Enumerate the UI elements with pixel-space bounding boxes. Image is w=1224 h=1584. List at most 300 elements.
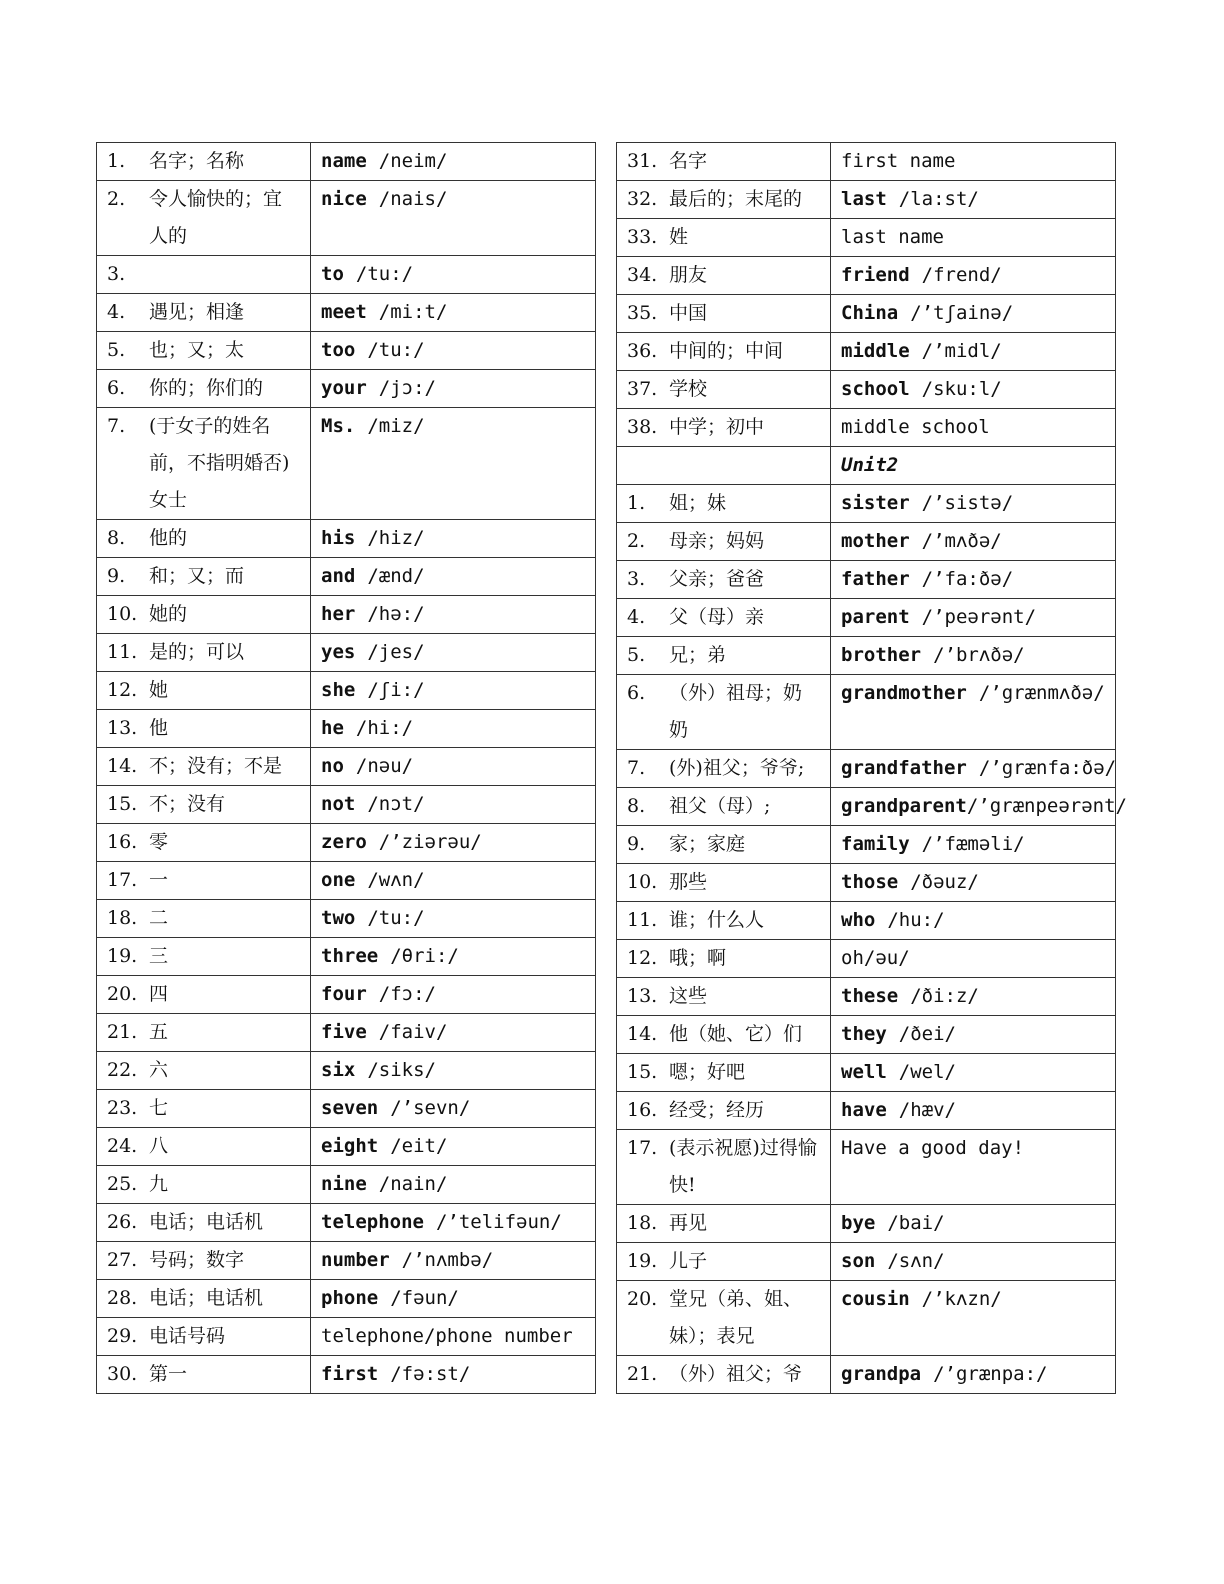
english-word-cell [311, 1242, 596, 1280]
chinese-meaning: 嗯；好吧 [669, 1061, 746, 1083]
english-word-cell [311, 1014, 596, 1052]
entry-number: 12. [107, 679, 138, 701]
chinese-meaning: 那些 [669, 871, 708, 893]
english-word: no [321, 755, 344, 777]
entry-number: 22. [107, 1059, 138, 1081]
vocab-row [97, 558, 596, 596]
chinese-meaning-cell [617, 788, 831, 826]
english-word: last [841, 188, 887, 210]
entry-number: 5. [627, 644, 646, 666]
chinese-meaning-cell [97, 900, 311, 938]
vocab-row [617, 371, 1116, 409]
vocab-row [97, 938, 596, 976]
phonetic: /’tʃainə/ [910, 302, 1014, 324]
entry-number: 26. [107, 1211, 138, 1233]
phonetic: /fɔ:/ [378, 983, 436, 1005]
phonetic: /nain/ [378, 1173, 448, 1195]
chinese-meaning-cell [617, 1243, 831, 1281]
entry-number: 2. [107, 188, 126, 210]
phonetic: /’sevn/ [390, 1097, 471, 1119]
english-word-cell [831, 599, 1116, 637]
chinese-meaning-cell [617, 940, 831, 978]
chinese-meaning: 哦；啊 [669, 947, 727, 969]
chinese-meaning-cell [97, 1280, 311, 1318]
entry-number: 17. [107, 869, 138, 891]
chinese-meaning-cell [617, 826, 831, 864]
entry-number: 18. [107, 907, 138, 929]
chinese-meaning-cell [97, 294, 311, 332]
chinese-meaning: 遇见；相逢 [149, 301, 245, 323]
english-word: grandmother [841, 682, 967, 704]
entry-number: 7. [107, 415, 126, 437]
chinese-meaning: 父（母）亲 [669, 606, 765, 628]
phonetic: /’grænmʌðə/ [978, 682, 1105, 704]
entry-number: 9. [627, 833, 646, 855]
chinese-meaning: 不；没有；不是 [149, 755, 283, 777]
chinese-meaning-cell [617, 409, 831, 447]
english-word: five [321, 1021, 367, 1043]
phonetic: /’kʌzn/ [921, 1288, 1002, 1310]
english-word-cell [311, 1318, 596, 1356]
chinese-meaning-cell [617, 1054, 831, 1092]
chinese-meaning-cell [97, 1090, 311, 1128]
phonetic: /tu:/ [355, 263, 414, 285]
vocab-row [97, 1204, 596, 1242]
vocab-row [97, 862, 596, 900]
entry-number: 6. [627, 682, 646, 704]
phonetic: /nəu/ [355, 755, 414, 777]
chinese-meaning-cell [617, 864, 831, 902]
entry-number: 4. [627, 606, 646, 628]
vocab-row [97, 1318, 596, 1356]
chinese-meaning-cell [617, 561, 831, 599]
phonetic: /hæv/ [898, 1099, 956, 1121]
chinese-meaning-cell [97, 976, 311, 1014]
entry-number: 7. [627, 757, 646, 779]
phonetic: /’fa:ðə/ [921, 568, 1014, 590]
vocab-table-left [96, 142, 596, 1394]
chinese-meaning: 祖父（母）; [669, 795, 771, 817]
chinese-meaning: 堂兄（弟、姐、妹）；表兄 [669, 1288, 803, 1347]
chinese-meaning-cell [617, 1205, 831, 1243]
phonetic: /ði:z/ [910, 985, 979, 1007]
english-word: name [321, 150, 367, 172]
entry-number: 17. [627, 1137, 658, 1159]
chinese-meaning: (外)祖父；爷爷; [669, 757, 805, 779]
entry-number: 20. [107, 983, 138, 1005]
chinese-meaning: 家；家庭 [669, 833, 746, 855]
english-word-cell [831, 447, 1116, 485]
chinese-meaning: （外）祖母；奶奶 [669, 682, 803, 741]
english-word: sister [841, 492, 910, 514]
phonetic: /’telifəun/ [435, 1211, 562, 1233]
phonetic: /’nʌmbə/ [401, 1249, 494, 1271]
entry-number: 11. [627, 909, 658, 931]
english-word: telephone [321, 1211, 424, 1233]
english-word: and [321, 565, 356, 587]
phonetic: /fəun/ [390, 1287, 459, 1309]
chinese-meaning-cell [617, 1092, 831, 1130]
english-word-cell [831, 295, 1116, 333]
entry-number: 21. [627, 1363, 658, 1385]
phonetic: /sku:l/ [921, 378, 1002, 400]
chinese-meaning-cell [97, 862, 311, 900]
chinese-meaning-cell [97, 1204, 311, 1242]
phonetic: /fə:st/ [390, 1363, 471, 1385]
vocab-row [97, 332, 596, 370]
entry-number: 20. [627, 1288, 658, 1310]
vocab-row [97, 181, 596, 256]
vocab-row [617, 181, 1116, 219]
english-word-cell [831, 1243, 1116, 1281]
english-word-cell [831, 561, 1116, 599]
entry-number: 3. [107, 263, 126, 285]
chinese-meaning-cell [617, 143, 831, 181]
chinese-meaning-cell [97, 634, 311, 672]
english-word: meet [321, 301, 367, 323]
chinese-meaning-cell [97, 370, 311, 408]
vocab-row [97, 786, 596, 824]
english-word: his [321, 527, 356, 549]
chinese-meaning-cell [617, 599, 831, 637]
chinese-meaning: 电话；电话机 [149, 1287, 264, 1309]
entry-number: 34. [627, 264, 658, 286]
chinese-meaning [149, 256, 300, 293]
english-word: mother [841, 530, 910, 552]
chinese-meaning: 号码；数字 [149, 1249, 245, 1271]
english-word: cousin [841, 1288, 910, 1310]
vocab-row [97, 748, 596, 786]
english-word-cell [311, 520, 596, 558]
phonetic: /’grænpeərənt/ [966, 795, 1127, 817]
chinese-meaning-cell [97, 1356, 311, 1394]
english-word-cell [831, 750, 1116, 788]
vocab-row [97, 1242, 596, 1280]
entry-number: 18. [627, 1212, 658, 1234]
phonetic: /nais/ [378, 188, 448, 210]
english-word: nice [321, 188, 367, 210]
english-phrase: middle school [841, 416, 990, 438]
chinese-meaning: 六 [149, 1059, 169, 1081]
chinese-meaning-cell [617, 181, 831, 219]
entry-number: 8. [107, 527, 126, 549]
chinese-meaning-cell [97, 1242, 311, 1280]
vocab-row [617, 257, 1116, 295]
english-word-cell [311, 143, 596, 181]
english-word-cell [831, 409, 1116, 447]
phonetic: /’grænpa:/ [933, 1363, 1048, 1385]
chinese-meaning: 儿子 [669, 1250, 708, 1272]
chinese-meaning: 不；没有 [149, 793, 226, 815]
chinese-meaning: 九 [149, 1173, 169, 1195]
phonetic: /hə:/ [367, 603, 425, 625]
vocab-row [617, 826, 1116, 864]
vocab-row [617, 788, 1116, 826]
vocab-row [617, 1016, 1116, 1054]
english-word: grandpa [841, 1363, 922, 1385]
entry-number: 13. [627, 985, 658, 1007]
chinese-meaning-cell [617, 257, 831, 295]
vocab-row [617, 1281, 1116, 1356]
chinese-meaning-cell [617, 1130, 831, 1205]
chinese-meaning: (表示祝愿)过得愉快! [669, 1137, 817, 1196]
chinese-meaning: （外）祖父；爷 [669, 1363, 803, 1385]
chinese-meaning-cell [97, 596, 311, 634]
entry-number: 19. [627, 1250, 658, 1272]
english-word: have [841, 1099, 887, 1121]
chinese-meaning-cell [97, 408, 311, 520]
vocab-row [97, 634, 596, 672]
chinese-meaning-cell [617, 902, 831, 940]
chinese-meaning-cell [617, 219, 831, 257]
entry-number: 15. [107, 793, 138, 815]
entry-number: 33. [627, 226, 658, 248]
english-word: father [841, 568, 910, 590]
english-word: those [841, 871, 899, 893]
entry-number: 1. [627, 492, 646, 514]
entry-number: 29. [107, 1325, 138, 1347]
entry-number: 37. [627, 378, 658, 400]
entry-number: 36. [627, 340, 658, 362]
chinese-meaning: 她的 [149, 603, 188, 625]
chinese-meaning-cell [617, 371, 831, 409]
english-word: seven [321, 1097, 379, 1119]
chinese-meaning: 电话号码 [149, 1325, 226, 1347]
english-word-cell [311, 181, 596, 256]
english-word-cell [831, 637, 1116, 675]
chinese-meaning: 四 [149, 983, 169, 1005]
phonetic: /hiz/ [367, 527, 425, 549]
chinese-meaning-cell [97, 143, 311, 181]
english-word-cell [311, 1280, 596, 1318]
entry-number: 11. [107, 641, 138, 663]
english-word: too [321, 339, 356, 361]
entry-number: 16. [107, 831, 138, 853]
entry-number: 9. [107, 565, 126, 587]
english-word-cell [831, 523, 1116, 561]
english-word: friend [841, 264, 910, 286]
phonetic: /’brʌðə/ [933, 644, 1025, 666]
english-word-cell [311, 332, 596, 370]
english-word-cell [311, 748, 596, 786]
entry-number: 8. [627, 795, 646, 817]
chinese-meaning-cell [97, 786, 311, 824]
phonetic: /wʌn/ [367, 869, 425, 891]
english-word: phone [321, 1287, 379, 1309]
phonetic: /nɔt/ [367, 793, 425, 815]
vocab-row [617, 409, 1116, 447]
chinese-meaning-cell [97, 256, 311, 294]
english-word: grandfather [841, 757, 967, 779]
vocab-row [97, 1128, 596, 1166]
vocab-row [617, 485, 1116, 523]
vocab-row [97, 294, 596, 332]
english-word: these [841, 985, 899, 1007]
vocab-row [97, 596, 596, 634]
chinese-meaning: 他的 [149, 527, 188, 549]
english-word: well [841, 1061, 887, 1083]
chinese-meaning: 学校 [669, 378, 708, 400]
vocab-row [617, 1356, 1116, 1394]
vocab-row [617, 902, 1116, 940]
english-word-cell [831, 1016, 1116, 1054]
vocab-row [617, 333, 1116, 371]
chinese-meaning: 二 [149, 907, 169, 929]
chinese-meaning: 七 [149, 1097, 169, 1119]
entry-number: 27. [107, 1249, 138, 1271]
chinese-meaning: 和；又；而 [149, 565, 245, 587]
english-word-cell [311, 786, 596, 824]
chinese-meaning-cell [617, 1356, 831, 1394]
entry-number: 24. [107, 1135, 138, 1157]
phonetic: /frend/ [921, 264, 1002, 286]
english-word-cell [311, 596, 596, 634]
vocab-row [617, 1054, 1116, 1092]
vocab-row [97, 1090, 596, 1128]
english-word: they [841, 1023, 887, 1045]
chinese-meaning: 姐；妹 [669, 492, 727, 514]
entry-number: 23. [107, 1097, 138, 1119]
english-word: one [321, 869, 356, 891]
english-word-cell [311, 1166, 596, 1204]
phonetic: /jes/ [367, 641, 425, 663]
chinese-meaning-cell [97, 938, 311, 976]
chinese-meaning-cell [97, 1014, 311, 1052]
english-word-cell [831, 978, 1116, 1016]
entry-number: 4. [107, 301, 126, 323]
english-word-cell [311, 710, 596, 748]
english-word: she [321, 679, 356, 701]
english-phrase: oh/əu/ [841, 947, 910, 969]
vocab-row [617, 447, 1116, 485]
unit-heading: Unit2 [841, 454, 899, 476]
vocab-row [97, 1356, 596, 1394]
entry-number: 13. [107, 717, 138, 739]
phonetic: /’midl/ [921, 340, 1002, 362]
english-word-cell [831, 333, 1116, 371]
phonetic: /’fæməli/ [921, 833, 1025, 855]
phonetic: /bai/ [887, 1212, 945, 1234]
chinese-meaning-cell [97, 1052, 311, 1090]
english-phrase: Have a good day! [841, 1137, 1025, 1159]
chinese-meaning-cell [97, 332, 311, 370]
chinese-meaning: 中间的；中间 [669, 340, 784, 362]
entry-number: 35. [627, 302, 658, 324]
vocab-row [617, 523, 1116, 561]
chinese-meaning-cell [617, 675, 831, 750]
vocab-row [97, 1014, 596, 1052]
entry-number: 3. [627, 568, 646, 590]
english-word-cell [831, 1281, 1116, 1356]
vocab-row [617, 637, 1116, 675]
english-word-cell [831, 788, 1127, 826]
phonetic: /miz/ [367, 415, 425, 437]
entry-number: 14. [627, 1023, 658, 1045]
chinese-meaning: 他（她、它）们 [669, 1023, 803, 1045]
english-word-cell [311, 408, 596, 520]
vocab-row [617, 599, 1116, 637]
chinese-meaning: 谁；什么人 [669, 909, 765, 931]
english-word-cell [311, 1356, 596, 1394]
entry-number: 31. [627, 150, 658, 172]
chinese-meaning-cell [617, 295, 831, 333]
chinese-meaning: 中学；初中 [669, 416, 765, 438]
chinese-meaning: 零 [149, 831, 169, 853]
english-word: first [321, 1363, 379, 1385]
chinese-meaning: 再见 [669, 1212, 708, 1234]
chinese-meaning: 父亲；爸爸 [669, 568, 765, 590]
english-word-cell [311, 558, 596, 596]
vocab-row [617, 1092, 1116, 1130]
entry-number: 15. [627, 1061, 658, 1083]
entry-number: 5. [107, 339, 126, 361]
chinese-meaning: 八 [149, 1135, 169, 1157]
chinese-meaning: 你的；你们的 [149, 377, 264, 399]
phonetic: /’grænfa:ðə/ [978, 757, 1117, 779]
english-word: number [321, 1249, 390, 1271]
english-word-cell [311, 1052, 596, 1090]
entry-number: 32. [627, 188, 658, 210]
chinese-meaning: 名字 [669, 150, 708, 172]
english-word: your [321, 377, 367, 399]
english-word-cell [831, 143, 1116, 181]
english-word-cell [311, 256, 596, 294]
chinese-meaning: 名字；名称 [149, 150, 245, 172]
english-word-cell [831, 675, 1116, 750]
vocab-row [617, 1130, 1116, 1205]
chinese-meaning: 母亲；妈妈 [669, 530, 765, 552]
chinese-meaning: 他 [149, 717, 169, 739]
english-word-cell [311, 900, 596, 938]
entry-number: 10. [627, 871, 658, 893]
vocab-row [97, 900, 596, 938]
phonetic: /’mʌðə/ [921, 530, 1002, 552]
english-word-cell [831, 219, 1116, 257]
phonetic: /neim/ [378, 150, 448, 172]
english-word-cell [311, 1128, 596, 1166]
english-word-cell [311, 294, 596, 332]
vocab-row [97, 1280, 596, 1318]
chinese-meaning-cell [97, 672, 311, 710]
english-word-cell [831, 1205, 1116, 1243]
entry-number: 30. [107, 1363, 138, 1385]
english-word-cell [311, 1204, 596, 1242]
vocab-row [617, 1243, 1116, 1281]
chinese-meaning-cell [617, 1281, 831, 1356]
phonetic: /ðei/ [898, 1023, 956, 1045]
phonetic: /’sistə/ [921, 492, 1014, 514]
entry-number: 19. [107, 945, 138, 967]
chinese-meaning-cell [97, 520, 311, 558]
english-word: three [321, 945, 379, 967]
entry-number: 6. [107, 377, 126, 399]
entry-number: 14. [107, 755, 138, 777]
english-word-cell [831, 826, 1116, 864]
phonetic: /mi:t/ [378, 301, 448, 323]
phonetic: /la:st/ [898, 188, 979, 210]
phonetic: /jɔ:/ [378, 377, 436, 399]
chinese-meaning-cell [617, 978, 831, 1016]
english-word-cell [311, 370, 596, 408]
chinese-meaning: 她 [149, 679, 169, 701]
vocab-row [97, 143, 596, 181]
vocab-row [617, 1205, 1116, 1243]
phonetic: /ʃi:/ [367, 679, 425, 701]
entry-number: 10. [107, 603, 138, 625]
entry-number: 28. [107, 1287, 138, 1309]
english-word: bye [841, 1212, 876, 1234]
chinese-meaning: 经受；经历 [669, 1099, 765, 1121]
